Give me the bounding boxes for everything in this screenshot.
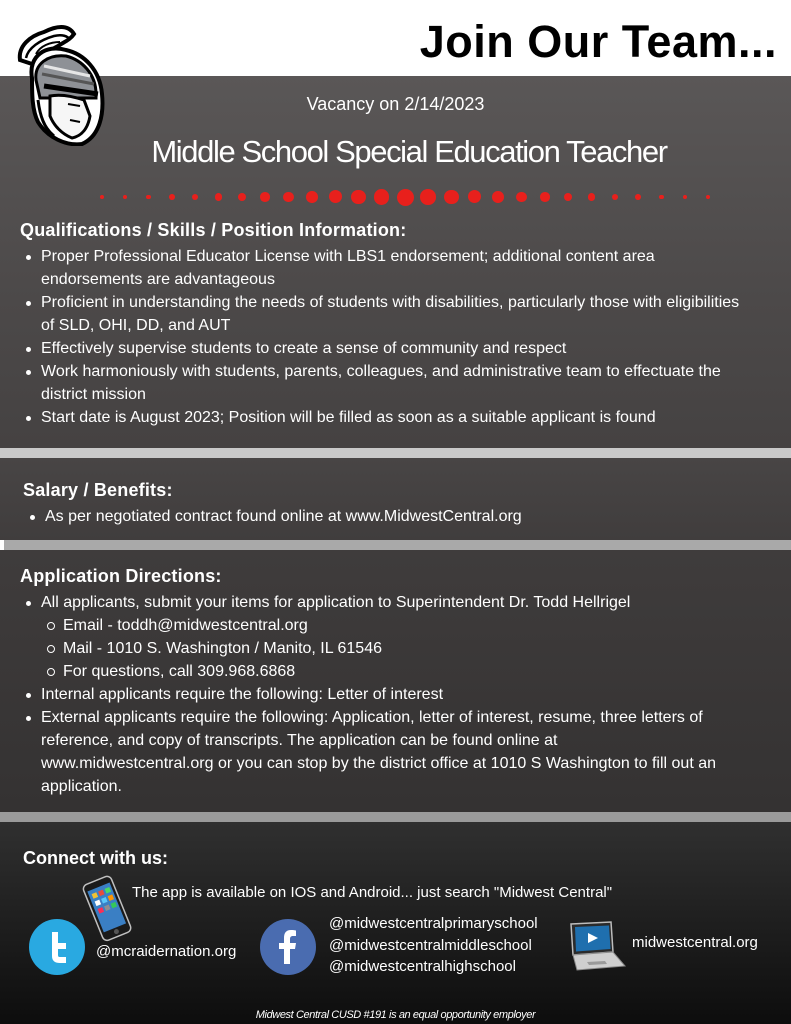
knight-helmet-logo [10,16,114,146]
laptop-icon [563,918,627,974]
list-item-text: All applicants, submit your items for application to Superintendent Dr. Todd Hellrigel [41,594,631,611]
decorative-dot [123,195,127,199]
decorative-dot [169,194,175,200]
decorative-dot [635,194,641,200]
list-item: As per negotiated contract found online at www.MidwestCentral.org [24,505,754,528]
list-item: External applicants require the following: Application, letter of interest, resume, three letters of reference, and copy of transcripts. The application can be found online at www.midwestcentral.org or you can stop by the district office at 1010 S Washington to fill out an application. [20,706,732,798]
decorative-dot [374,189,390,205]
page-title: Join Our Team... [419,16,777,67]
divider [4,540,791,550]
decorative-dot [659,195,664,200]
list-item: Start date is August 2023; Position will be filled as soon as a suitable applicant is found [20,406,750,429]
list-item: Effectively supervise students to create a sense of community and respect [20,337,750,360]
divider [0,448,791,458]
decorative-dot [468,190,481,203]
decorative-dot [306,191,318,203]
salary-heading: Salary / Benefits: [23,480,173,500]
divider [0,812,791,822]
facebook-page-link[interactable]: @midwestcentralprimaryschool [329,915,538,932]
decorative-dot [283,192,294,203]
decorative-dot [683,195,687,199]
list-item: Work harmoniously with students, parents, colleagues, and administrative team to effectuate the district mission [20,360,750,406]
decorative-dot [215,193,222,200]
decorative-dot [420,189,436,205]
sub-list-item: Email - toddh@midwestcentral.org [42,614,732,637]
decorative-dot [516,192,527,203]
smartphone-icon [80,872,136,944]
website-link[interactable]: midwestcentral.org [632,934,758,951]
list-item: Proficient in understanding the needs of students with disabilities, particularly those with eligibilities of SLD, OHI, DD, and AUT [20,291,750,337]
sub-list-item: Mail - 1010 S. Washington / Manito, IL 61546 [42,637,732,660]
vacancy-date: Vacancy on 2/14/2023 [306,94,485,114]
decorative-dot [540,192,549,201]
decorative-dot [444,190,458,204]
decorative-dot [100,195,104,199]
qualifications-heading: Qualifications / Skills / Position Information: [20,220,407,240]
application-heading: Application Directions: [20,566,222,586]
decorative-dot [397,189,414,206]
application-list [20,591,732,798]
facebook-f-icon[interactable] [259,918,317,976]
footer-text: Midwest Central CUSD #191 is an equal opportunity employer [255,1009,536,1021]
connect-heading: Connect with us: [23,848,168,868]
decorative-dot [192,194,198,200]
sub-list-item: For questions, call 309.968.6868 [42,660,732,683]
decorative-dot [492,191,504,203]
qualifications-list [20,245,750,429]
list-item [20,591,732,683]
decorative-dot [329,190,342,203]
list-item: Proper Professional Educator License with LBS1 endorsement; additional content area endorsements are advantageous [20,245,750,291]
facebook-pages [329,913,538,978]
position-title: Middle School Special Education Teacher [151,134,667,169]
twitter-bird-icon[interactable] [28,918,86,976]
list-item: Internal applicants require the following: Letter of interest [20,683,732,706]
decorative-dot [260,192,269,201]
decorative-dot [238,193,246,201]
salary-list [24,505,754,528]
facebook-page-link[interactable]: @midwestcentralmiddleschool [329,936,532,954]
facebook-page-link[interactable]: @midwestcentralhighschool [329,958,516,975]
decorative-dot [564,193,572,201]
decorative-dot [351,190,365,204]
decorative-dot [612,194,618,200]
contact-sublist [42,614,732,683]
twitter-handle[interactable]: @mcraidernation.org [96,943,237,960]
decorative-dot [706,195,710,199]
app-availability-text: The app is available on IOS and Android... just search "Midwest Central" [132,884,613,901]
header-bar [0,0,791,76]
decorative-dot [146,195,151,200]
decorative-dot [588,193,595,200]
decorative-dot-divider [100,184,710,210]
